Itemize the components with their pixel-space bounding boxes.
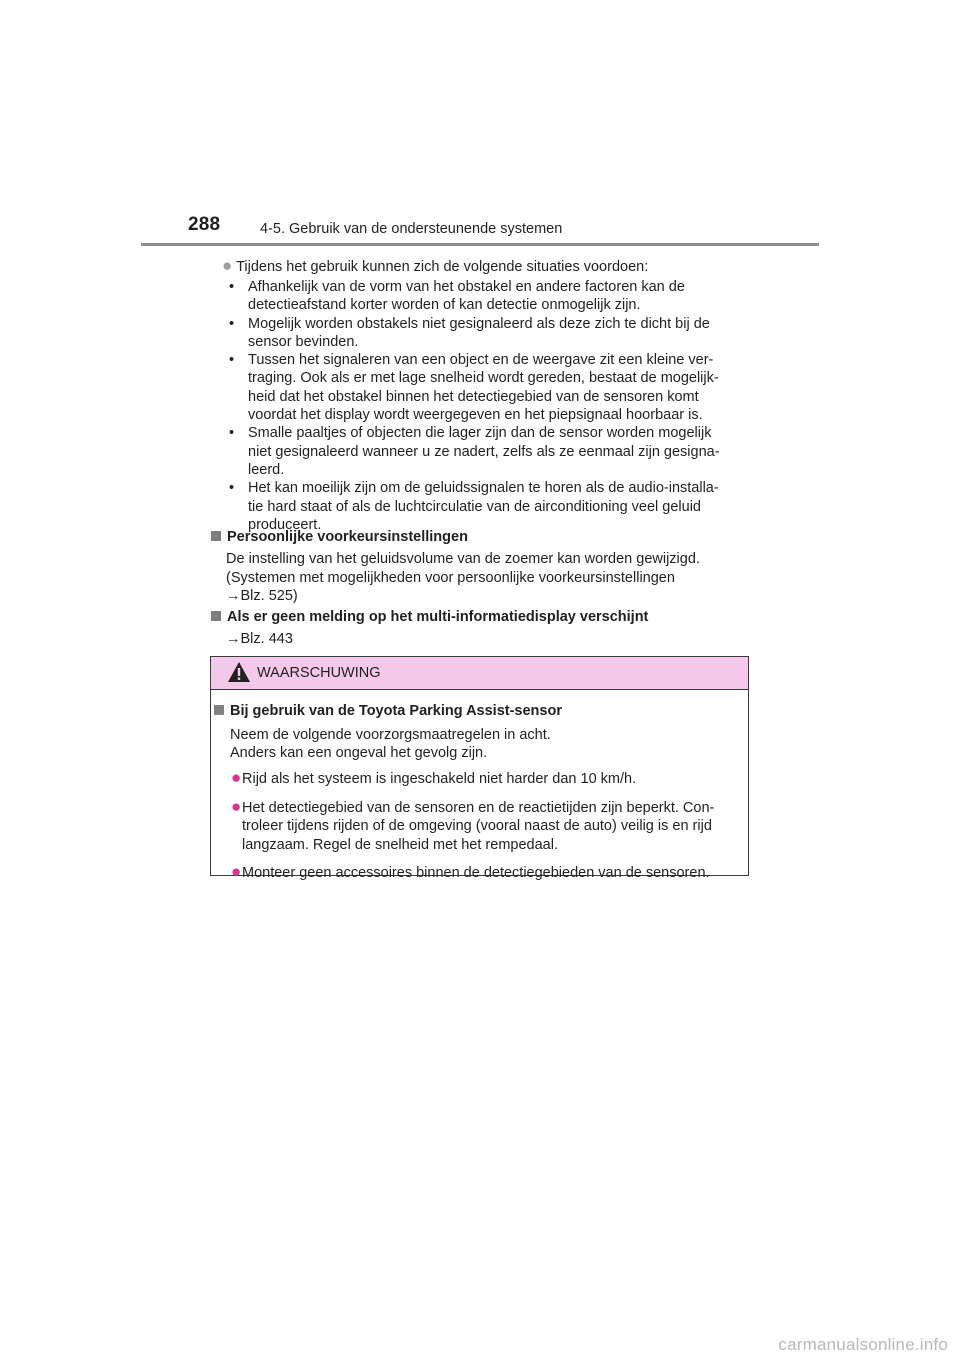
list-item [229, 479, 745, 534]
warning-intro [230, 726, 551, 763]
warning-intro-line: Neem de volgende voorzorgsmaatregelen in acht. [230, 727, 551, 743]
situations-intro [222, 256, 762, 276]
warning-bullet-item [231, 864, 746, 882]
header-rule [141, 243, 819, 246]
warning-bullet-line: langzaam. Regel de snelheid met het rempedaal. [242, 836, 558, 853]
warning-heading [214, 702, 562, 720]
list-item-line: tie hard staat of als de luchtcirculatie van de airconditioning veel geluid [248, 498, 701, 515]
warning-bullet-line: troleer tijdens rijden of de omgeving (vooral naast de auto) veilig is en rijd [242, 818, 712, 835]
warning-heading-text: Bij gebruik van de Toyota Parking Assist-sensor [230, 703, 562, 719]
personal-settings-heading [211, 528, 751, 546]
list-item-line: traging. Ook als er met lage snelheid wordt gereden, bestaat de mogelijk- [248, 370, 719, 387]
bullet-dot-icon: • [229, 425, 235, 442]
no-message-heading-text: Als er geen melding op het multi-informatiedisplay verschijnt [227, 609, 649, 625]
warning-bullet-item [231, 799, 746, 854]
list-item-line: niet gesignaleerd wanneer u ze nadert, zelfs als ze eenmaal zijn gesigna- [248, 443, 720, 460]
list-item-line: detectieafstand korter worden of kan detectie onmogelijk zijn. [248, 297, 641, 314]
list-item [229, 424, 745, 479]
list-item [229, 315, 745, 352]
pink-bullet-icon: ● [231, 862, 242, 881]
list-item [229, 351, 745, 424]
pink-bullet-icon: ● [231, 768, 242, 787]
page-reference: →Blz. 443 [226, 631, 293, 648]
warning-triangle-icon [227, 661, 251, 683]
list-item-line: Mogelijk worden obstakels niet gesignaleerd als deze zich te dicht bij de [248, 315, 710, 332]
warning-title: WAARSCHUWING [257, 665, 381, 681]
list-item-line: Smalle paaltjes of objecten die lager zijn dan de sensor worden mogelijk [248, 425, 712, 442]
list-item-line: Tussen het signaleren van een object en de weergave zit een kleine ver- [248, 352, 714, 369]
bullet-dot-icon: • [229, 315, 235, 332]
warning-bullet-line: Rijd als het systeem is ingeschakeld niet harder dan 10 km/h. [242, 771, 637, 787]
list-item-line: Afhankelijk van de vorm van het obstakel en andere factoren kan de [248, 279, 685, 295]
list-item-line: Het kan moeilijk zijn om de geluidssignalen te horen als de audio-installa- [248, 480, 719, 497]
warning-bullet-line: Monteer geen accessoires binnen de detectiegebieden van de sensoren. [242, 865, 710, 881]
situations-intro-text: Tijdens het gebruik kunnen zich de volgende situaties voordoen: [236, 259, 649, 275]
square-bullet-icon [214, 705, 224, 715]
pink-bullet-icon: ● [231, 797, 242, 816]
bullet-dot-icon: • [229, 352, 235, 369]
no-message-section [211, 608, 751, 649]
personal-settings-line: De instelling van het geluidsvolume van de zoemer kan worden gewijzigd. [226, 551, 700, 568]
warning-intro-line: Anders kan een ongeval het gevolg zijn. [230, 745, 488, 762]
page-number: 288 [188, 214, 221, 235]
list-item-line: heid dat het obstakel binnen het detectiegebied van de sensoren komt [248, 388, 699, 405]
bullet-dot-icon: • [229, 279, 235, 295]
list-item-line: produceert. [248, 516, 322, 533]
warning-bullet-item [231, 770, 746, 788]
personal-settings-line: (Systemen met mogelijkheden voor persoonlijke voorkeursinstellingen [226, 569, 675, 586]
warning-box [210, 656, 749, 881]
personal-settings-section [211, 528, 751, 605]
list-item-line: sensor bevinden. [248, 333, 359, 350]
page-reference: →Blz. 525) [226, 587, 298, 604]
bullet-dot-icon: • [229, 480, 235, 497]
list-item-line: voordat het display wordt weergegeven en het piepsignaal hoorbaar is. [248, 407, 703, 424]
list-item [229, 278, 745, 315]
circle-bullet-icon: ● [222, 256, 233, 275]
situations-list [229, 278, 745, 534]
no-message-heading [211, 608, 751, 626]
warning-header [211, 657, 748, 690]
personal-settings-heading-text: Persoonlijke voorkeursinstellingen [227, 529, 468, 545]
section-title: 4-5. Gebruik van de ondersteunende systemen [260, 221, 563, 237]
watermark: carmanualsonline.info [778, 1335, 948, 1354]
warning-bullet-line: Het detectiegebied van de sensoren en de reactietijden zijn beperkt. Con- [242, 800, 715, 816]
list-item-line: leerd. [248, 461, 285, 478]
square-bullet-icon [211, 531, 221, 541]
square-bullet-icon [211, 611, 221, 621]
